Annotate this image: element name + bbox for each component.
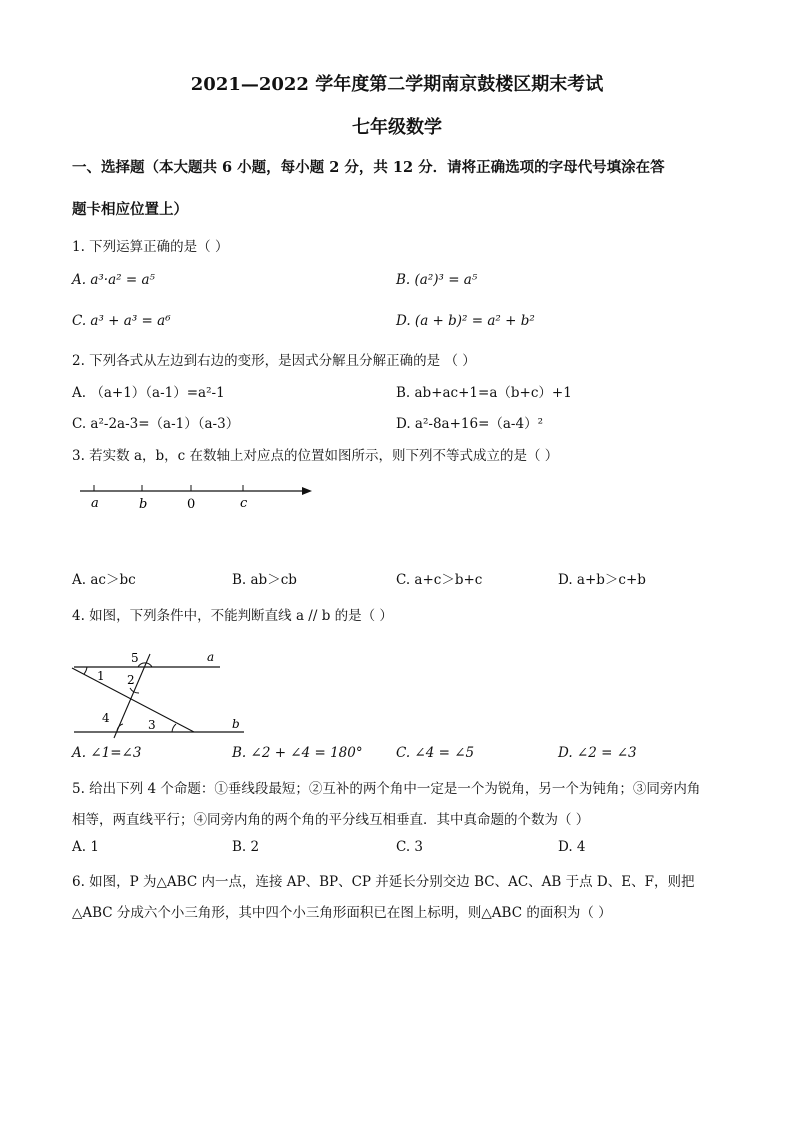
question-3-option-a: A. ac＞bc <box>72 572 136 588</box>
question-1-option-c: C. a³ + a³ = a⁶ <box>72 313 171 329</box>
angle-arc-1 <box>84 667 87 674</box>
question-3-stem: 3. 若实数 a，b，c 在数轴上对应点的位置如图所示，则下列不等式成立的是（ ） <box>72 448 559 464</box>
number-line-figure <box>72 476 322 516</box>
question-1-stem: 1. 下列运算正确的是（ ） <box>72 239 229 255</box>
question-6-stem-line1: 6. 如图，P 为△ABC 内一点，连接 AP、BP、CP 并延长分别交边 BC、AC、AB 于点 D、E、F，则把 <box>72 874 695 890</box>
question-2-option-d: D. a²-8a+16=（a-4）² <box>396 416 543 432</box>
angle-arc-3 <box>172 724 176 732</box>
question-5-option-b: B. 2 <box>232 839 260 855</box>
axis-label-0: 0 <box>187 497 196 512</box>
angle-arc-4 <box>117 724 123 732</box>
question-2-option-c: C. a²-2a-3=（a-1）（a-3） <box>72 416 240 432</box>
figure-label-1: 1 <box>97 669 105 683</box>
question-1-option-a: A. a³·a² = a⁵ <box>72 272 155 288</box>
figure-label-a: a <box>207 650 215 664</box>
parallel-lines-figure <box>68 640 253 740</box>
figure-label-b: b <box>232 717 240 731</box>
question-3-option-c: C. a+c＞b+c <box>396 572 483 588</box>
page-subtitle: 七年级数学 <box>352 117 442 138</box>
figure-label-4: 4 <box>102 711 110 725</box>
figure-label-2: 2 <box>127 673 135 687</box>
question-2-option-b: B. ab+ac+1=a（b+c）+1 <box>396 385 572 401</box>
question-3-option-b: B. ab＞cb <box>232 572 297 588</box>
question-5-option-a: A. 1 <box>72 839 99 855</box>
question-4-stem: 4. 如图，下列条件中，不能判断直线 a // b 的是（ ） <box>72 608 393 624</box>
question-5-stem-line2: 相等，两直线平行；④同旁内角的两个角的平分线互相垂直．其中真命题的个数为（ ） <box>72 812 590 828</box>
axis-label-a: a <box>91 496 99 511</box>
section-heading-line2: 题卡相应位置上） <box>72 201 188 218</box>
page-title: 2021—2022 学年度第二学期南京鼓楼区期末考试 <box>190 74 604 95</box>
question-6-stem-line2: △ABC 分成六个小三角形，其中四个小三角形面积已在图上标明，则△ABC 的面积为（ ） <box>72 905 612 921</box>
axis-label-b: b <box>139 497 148 512</box>
question-5-option-d: D. 4 <box>558 839 586 855</box>
question-2-stem: 2. 下列各式从左边到右边的变形，是因式分解且分解正确的是 （ ） <box>72 353 476 369</box>
question-4-option-b: B. ∠2 + ∠4 = 180° <box>232 745 363 761</box>
number-line-arrow <box>302 487 312 495</box>
axis-label-c: c <box>240 496 248 511</box>
question-5-option-c: C. 3 <box>396 839 424 855</box>
question-4-option-d: D. ∠2 = ∠3 <box>558 745 637 761</box>
question-3-option-d: D. a+b＞c+b <box>558 572 646 588</box>
figure-label-3: 3 <box>148 718 156 732</box>
question-5-stem-line1: 5. 给出下列 4 个命题：①垂线段最短；②互补的两个角中一定是一个为锐角，另一个为钝角；③同旁内角 <box>72 781 701 797</box>
section-heading-line1: 一、选择题（本大题共 6 小题，每小题 2 分，共 12 分．请将正确选项的字母代号填涂在答 <box>72 159 665 176</box>
question-4-option-a: A. ∠1=∠3 <box>72 745 142 761</box>
question-1-option-b: B. (a²)³ = a⁵ <box>396 272 478 288</box>
figure-label-5: 5 <box>131 651 139 665</box>
question-4-option-c: C. ∠4 = ∠5 <box>396 745 475 761</box>
question-2-option-a: A. （a+1）（a-1）=a²-1 <box>72 385 225 401</box>
question-1-option-d: D. (a + b)² = a² + b² <box>396 313 535 329</box>
